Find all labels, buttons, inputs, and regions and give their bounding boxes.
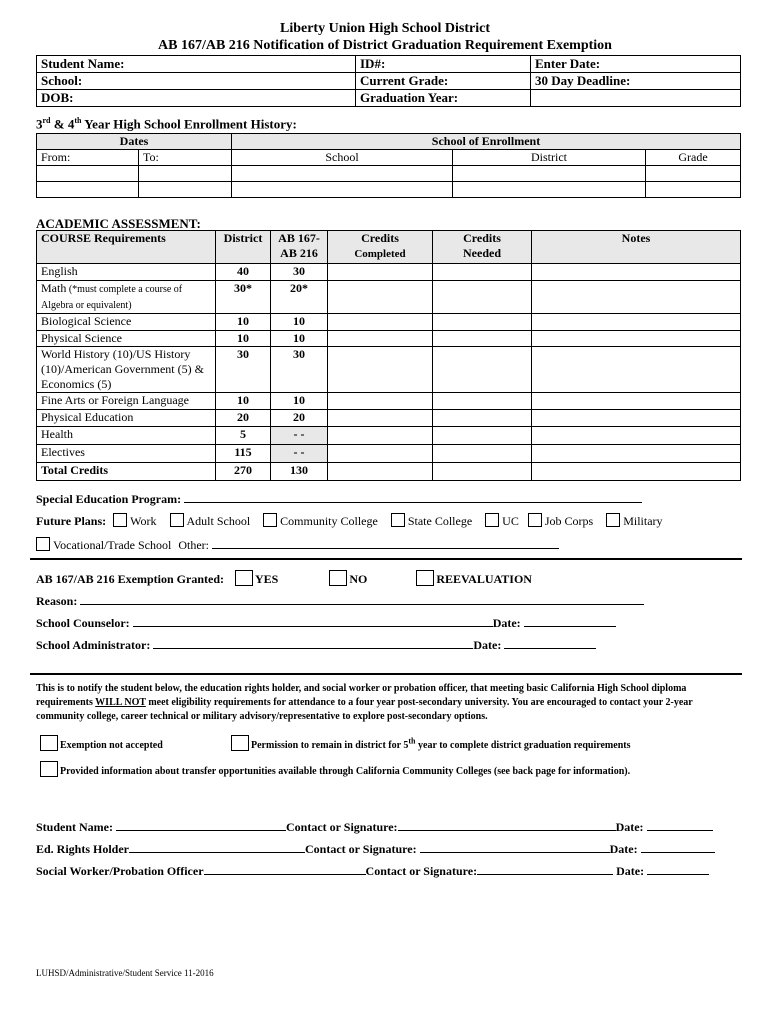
course-cell: World History (10)/US History (10)/American Government (5) & Economics (5) [37, 347, 216, 393]
id-field[interactable]: ID#: [356, 56, 531, 73]
district-value: 20 [216, 410, 271, 427]
checkbox-icon [113, 513, 127, 527]
grade-header: Grade [646, 150, 741, 166]
blank-cell [531, 90, 741, 107]
enrollment-table [36, 133, 741, 198]
district-col-header: District [216, 231, 271, 264]
input-cell[interactable] [139, 182, 232, 198]
input-cell[interactable] [433, 410, 532, 427]
graduation-year-field[interactable]: Graduation Year: [356, 90, 531, 107]
checkbox-icon [263, 513, 277, 527]
district-value: 30 [216, 347, 271, 393]
district-value: 30* [216, 281, 271, 314]
table-row [37, 393, 741, 410]
form-title: AB 167/AB 216 Notification of District Graduation Requirement Exemption [158, 38, 612, 53]
input-cell[interactable] [433, 393, 532, 410]
input-cell[interactable] [433, 281, 532, 314]
table-row [37, 445, 741, 463]
input-cell[interactable] [37, 182, 139, 198]
school-enrollment-header: School of Enrollment [232, 134, 741, 150]
input-cell[interactable] [532, 393, 741, 410]
ab-value: 10 [271, 314, 328, 331]
table-row [37, 281, 741, 314]
social-worker-signature-row[interactable]: Social Worker/Probation Officer Contact or Signature: Date: [36, 863, 709, 879]
credits-needed-header: Credits Needed [433, 231, 532, 264]
input-cell[interactable] [433, 427, 532, 445]
permission-checkbox[interactable]: Permission to remain in district for 5th year to complete district graduation requirements [231, 735, 630, 751]
school-field[interactable]: School: [37, 73, 356, 90]
community-college-checkbox[interactable]: Community College [263, 514, 378, 528]
checkbox-icon [36, 537, 50, 551]
input-cell[interactable] [328, 393, 433, 410]
table-row [37, 166, 741, 182]
checkbox-icon [40, 735, 58, 751]
ed-rights-signature-row[interactable]: Ed. Rights Holder Contact or Signature: Date: [36, 841, 715, 857]
district-header: District [453, 150, 646, 166]
footer-text: LUHSD/Administrative/Student Service 11-2016 [36, 968, 214, 978]
input-cell[interactable] [532, 331, 741, 347]
checkbox-icon [329, 570, 347, 586]
checkbox-icon [485, 513, 499, 527]
course-cell: Physical Science [37, 331, 216, 347]
provided-info-checkbox[interactable]: Provided information about transfer opportunities available through California Community Colleges (see back page for information). [40, 761, 630, 777]
state-college-checkbox[interactable]: State College [391, 514, 472, 528]
checkbox-icon [606, 513, 620, 527]
input-cell[interactable] [328, 347, 433, 393]
student-info-table [36, 55, 741, 107]
input-cell[interactable] [532, 445, 741, 463]
ab-value: 20 [271, 410, 328, 427]
from-header: From: [37, 150, 139, 166]
school-header: School [232, 150, 453, 166]
vocational-checkbox[interactable]: Vocational/Trade School [36, 538, 171, 552]
input-cell[interactable] [328, 314, 433, 331]
course-cell: Electives [37, 445, 216, 463]
work-checkbox[interactable]: Work [113, 514, 156, 528]
job-corps-checkbox[interactable]: Job Corps [528, 514, 593, 528]
checkbox-icon [528, 513, 542, 527]
input-cell[interactable] [328, 281, 433, 314]
credits-completed-header: Credits Completed [328, 231, 433, 264]
input-cell[interactable] [532, 264, 741, 281]
course-cell: Health [37, 427, 216, 445]
ab-value: 130 [271, 463, 328, 481]
input-cell[interactable] [328, 463, 433, 481]
checkbox-icon [170, 513, 184, 527]
input-cell[interactable] [453, 182, 646, 198]
input-cell[interactable] [532, 410, 741, 427]
input-cell[interactable] [139, 166, 232, 182]
ab-value: 20* [271, 281, 328, 314]
checkbox-icon [40, 761, 58, 777]
district-title: Liberty Union High School District [279, 21, 490, 36]
table-row [37, 182, 741, 198]
input-cell[interactable] [328, 264, 433, 281]
deadline-field[interactable]: 30 Day Deadline: [531, 73, 741, 90]
district-value: 115 [216, 445, 271, 463]
input-cell[interactable] [328, 427, 433, 445]
district-value: 10 [216, 331, 271, 347]
no-checkbox[interactable]: NO [329, 572, 367, 586]
vocational-row [36, 537, 559, 553]
input-cell[interactable] [433, 445, 532, 463]
dob-field[interactable]: DOB: [37, 90, 356, 107]
input-cell[interactable] [453, 166, 646, 182]
military-checkbox[interactable]: Military [606, 514, 662, 528]
input-cell[interactable] [532, 463, 741, 481]
district-value: 40 [216, 264, 271, 281]
exemption-row: AB 167/AB 216 Exemption Granted: YES NO REEVALUATION [36, 572, 532, 586]
input-cell[interactable] [433, 314, 532, 331]
table-row [37, 410, 741, 427]
current-grade-field[interactable]: Current Grade: [356, 73, 531, 90]
course-cell: Total Credits [37, 463, 216, 481]
input-cell[interactable] [532, 281, 741, 314]
ab-value: 30 [271, 264, 328, 281]
district-value: 270 [216, 463, 271, 481]
student-signature-row[interactable]: Student Name: Contact or Signature: Date: [36, 819, 713, 835]
uc-checkbox[interactable]: UC [485, 514, 519, 528]
reason-field[interactable]: Reason: [36, 593, 644, 609]
ab-value: - - [271, 445, 328, 463]
checkbox-icon [231, 735, 249, 751]
not-accepted-checkbox[interactable]: Exemption not accepted [40, 735, 163, 751]
checkbox-icon [235, 570, 253, 586]
ab-value: 30 [271, 347, 328, 393]
academic-heading: ACADEMIC ASSESSMENT: [36, 216, 201, 231]
table-row [37, 331, 741, 347]
ab-col-header: AB 167- AB 216 [271, 231, 328, 264]
administrator-field[interactable]: School Administrator: Date: [36, 637, 596, 653]
table-row [37, 463, 741, 481]
future-plans-row: Future Plans: Work Adult School Community College State College UC Job Corps Military [36, 514, 663, 528]
input-cell[interactable] [532, 427, 741, 445]
table-row [37, 347, 741, 393]
ab-value: - - [271, 427, 328, 445]
district-value: 10 [216, 393, 271, 410]
input-cell[interactable] [433, 463, 532, 481]
adult-school-checkbox[interactable]: Adult School [170, 514, 251, 528]
input-cell[interactable] [433, 331, 532, 347]
other-field[interactable]: Other: [178, 538, 559, 552]
input-cell[interactable] [646, 182, 741, 198]
district-value: 10 [216, 314, 271, 331]
input-cell[interactable] [37, 166, 139, 182]
counselor-field[interactable]: School Counselor: Date: [36, 615, 616, 631]
input-cell[interactable] [328, 410, 433, 427]
student-name-field[interactable]: Student Name: [37, 56, 356, 73]
table-row [37, 314, 741, 331]
input-cell[interactable] [532, 347, 741, 393]
special-ed-field[interactable]: Special Education Program: [36, 491, 642, 507]
enrollment-heading: 3rd & 4th Year High School Enrollment History: [36, 116, 297, 132]
ab-value: 10 [271, 331, 328, 347]
yes-checkbox[interactable]: YES [235, 572, 278, 586]
district-value: 5 [216, 427, 271, 445]
to-header: To: [139, 150, 232, 166]
course-cell: English [37, 264, 216, 281]
input-cell[interactable] [232, 166, 453, 182]
dates-header: Dates [37, 134, 232, 150]
input-cell[interactable] [328, 445, 433, 463]
input-cell[interactable] [433, 347, 532, 393]
divider [30, 558, 742, 560]
table-row [37, 264, 741, 281]
input-cell[interactable] [646, 166, 741, 182]
input-cell[interactable] [328, 331, 433, 347]
academic-table [36, 230, 741, 481]
course-cell: Math (*must complete a course of Algebra or equivalent) [37, 281, 216, 314]
table-row [37, 427, 741, 445]
checkbox-icon [391, 513, 405, 527]
ab-value: 10 [271, 393, 328, 410]
input-cell[interactable] [433, 264, 532, 281]
notice-paragraph: This is to notify the student below, the education rights holder, and social worker or probation officer, that meeting basic California High School diploma requirements WILL NOT meet eligibility requirements for attendance to a four year post-secondary university. You are encouraged to contact your 2-year community college, career technical or military advisory/representative to explore post-secondary options. [36, 683, 693, 722]
course-cell: Fine Arts or Foreign Language [37, 393, 216, 410]
input-cell[interactable] [232, 182, 453, 198]
course-header: COURSE Requirements [37, 231, 216, 264]
course-cell: Biological Science [37, 314, 216, 331]
reevaluation-checkbox[interactable]: REEVALUATION [416, 572, 532, 586]
checkbox-icon [416, 570, 434, 586]
divider [30, 673, 742, 675]
enter-date-field[interactable]: Enter Date: [531, 56, 741, 73]
notes-header: Notes [532, 231, 741, 264]
input-cell[interactable] [532, 314, 741, 331]
course-cell: Physical Education [37, 410, 216, 427]
